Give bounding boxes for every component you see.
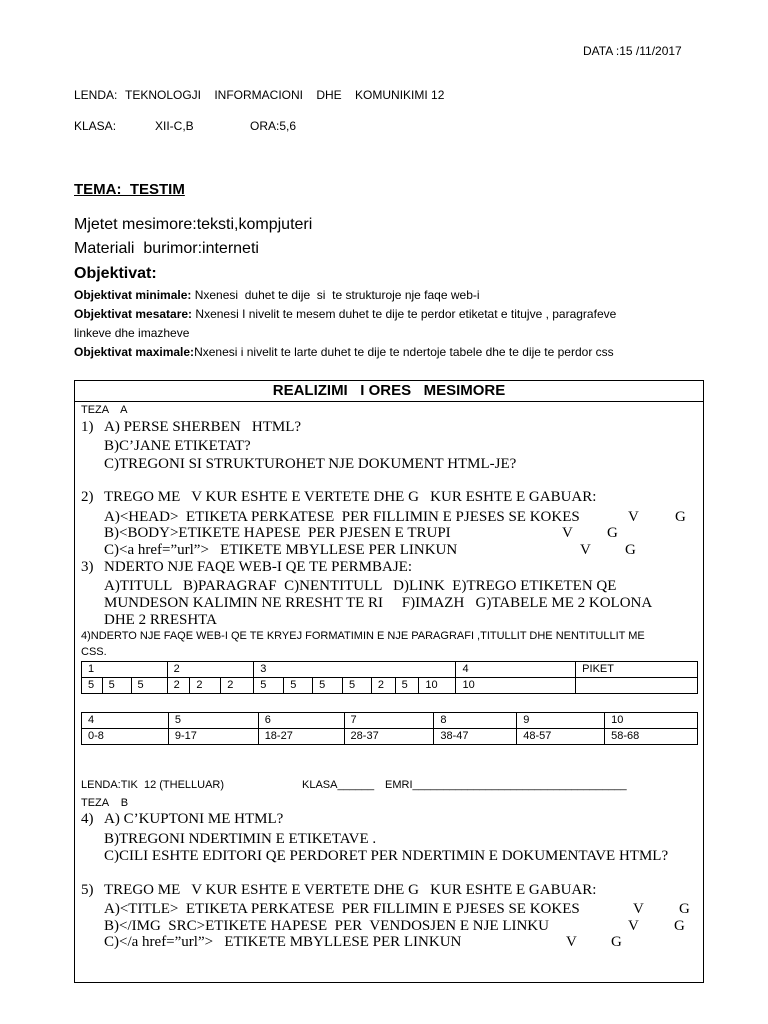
points-header-row — [82, 662, 698, 678]
points-value-cell: 5 — [131, 678, 167, 694]
thesis-a-label: TEZA A — [81, 404, 128, 416]
range-cell: 18-27 — [258, 729, 344, 745]
range-cell: 9-17 — [168, 729, 258, 745]
q4b-number: 4) — [81, 811, 94, 827]
points-header-cell: 3 — [254, 662, 456, 678]
q5-b: B)</IMG SRC>ETIKETE HAPESE PER VENDOSJEN E NJE LINKU — [104, 918, 549, 934]
points-header-cell: 1 — [82, 662, 168, 678]
points-value-cell: 5 — [313, 678, 343, 694]
objective-maximal — [74, 345, 614, 359]
points-value-cell: 10 — [419, 678, 456, 694]
topic-title: TEMA:_TESTIM — [74, 181, 185, 198]
q5-text: TREGO ME V KUR ESHTE E VERTETE DHE G KUR ESHTE E GABUAR: — [104, 882, 597, 898]
objective-medium — [74, 307, 616, 321]
objective-minimal-label: Objektivat minimale: — [74, 288, 192, 302]
thesis-b-label: TEZA B — [81, 797, 129, 809]
points-table — [81, 661, 698, 694]
q1-c: C)TREGONI SI STRUKTUROHET NJE DOKUMENT HTML-JE? — [104, 456, 517, 472]
q2-b-v: V — [562, 525, 573, 541]
objective-minimal-text: Nxenesi duhet te dije si te strukturoje nje faqe web-i — [191, 288, 480, 302]
points-header-cell: 2 — [167, 662, 254, 678]
q1-b: B)C’JANE ETIKETAT? — [104, 438, 251, 454]
range-cell: 28-37 — [344, 729, 434, 745]
points-value-cell: 5 — [343, 678, 372, 694]
q5-c-v: V — [566, 934, 577, 950]
q3-line-3: DHE 2 RRESHTA — [104, 612, 217, 628]
grade-cell: 7 — [344, 713, 434, 729]
range-cell: 48-57 — [517, 729, 605, 745]
q5-a-v: V — [633, 901, 644, 917]
q2-c-g: G — [625, 542, 636, 558]
q5-number: 5) — [81, 882, 94, 898]
q5-c: C)</a href=”url”> ETIKETE MBYLLESE PER LINKUN — [104, 934, 462, 950]
points-value-cell: 2 — [371, 678, 395, 694]
range-row — [82, 729, 698, 745]
q4b-a: A) C’KUPTONI ME HTML? — [104, 811, 284, 827]
grade-cell: 4 — [82, 713, 169, 729]
q2-a-g: G — [675, 509, 686, 525]
points-value-cell: 10 — [456, 678, 576, 694]
q5-a-g: G — [679, 901, 690, 917]
grade-cell: 9 — [517, 713, 605, 729]
grade-cell: 6 — [258, 713, 344, 729]
points-values-row — [82, 678, 698, 694]
subject-label: LENDA: — [74, 88, 118, 102]
q3-line-1: A)TITULL B)PARAGRAF C)NENTITULL D)LINK E)TREGO ETIKETEN QE — [104, 578, 617, 594]
q4b-b: B)TREGONI NDERTIMIN E ETIKETAVE . — [104, 831, 377, 847]
grade-cell: 8 — [434, 713, 517, 729]
q5-b-v: V — [628, 918, 639, 934]
q3-text: NDERTO NJE FAQE WEB-I QE TE PERMBAJE: — [104, 559, 412, 575]
q5-c-g: G — [611, 934, 622, 950]
q5-b-g: G — [674, 918, 685, 934]
q2-a-v: V — [628, 509, 639, 525]
points-value-cell: 5 — [284, 678, 313, 694]
q2-c: C)<a href=”url”> ETIKETE MBYLLESE PER LINKUN — [104, 542, 458, 558]
objectives-heading: Objektivat: — [74, 265, 157, 282]
q4a-line-1: 4)NDERTO NJE FAQE WEB-I QE TE KRYEJ FORMATIMIN E NJE PARAGRAFI ,TITULLIT DHE NENTITULLIT ME — [81, 630, 645, 642]
objective-medium-label: Objektivat mesatare: — [74, 307, 193, 321]
range-cell: 58-68 — [605, 729, 698, 745]
objective-maximal-label: Objektivat maximale: — [74, 345, 195, 359]
points-value-cell: 2 — [167, 678, 190, 694]
grade-row — [82, 713, 698, 729]
q2-text: TREGO ME V KUR ESHTE E VERTETE DHE G KUR ESHTE E GABUAR: — [104, 489, 597, 505]
objective-minimal — [74, 288, 480, 302]
q2-b: B)<BODY>ETIKETE HAPESE PER PJESEN E TRUPI — [104, 525, 451, 541]
class-value: XII-C,B — [155, 119, 194, 133]
q3-number: 3) — [81, 559, 94, 575]
grade-table — [81, 712, 698, 745]
objective-medium-text: Nxenesi I nivelit te mesem duhet te dije te perdor etiketat e titujve , paragrafeve — [192, 307, 617, 321]
q5-a: A)<TITLE> ETIKETA PERKATESE PER FILLIMIN E PJESES SE KOKES — [104, 901, 580, 917]
teaching-means: Mjetet mesimore:teksti,kompjuteri — [74, 216, 313, 233]
range-cell: 0-8 — [82, 729, 169, 745]
q2-number: 2) — [81, 489, 94, 505]
subject-value: TEKNOLOGJI INFORMACIONI DHE KOMUNIKIMI 12 — [125, 88, 445, 102]
q2-a: A)<HEAD> ETIKETA PERKATESE PER FILLIMIN E PJESES SE KOKES — [104, 509, 580, 525]
q2-b-g: G — [607, 525, 618, 541]
q2-c-v: V — [580, 542, 591, 558]
points-value-cell: 2 — [190, 678, 221, 694]
points-header-cell: 4 — [456, 662, 576, 678]
range-cell: 38-47 — [434, 729, 517, 745]
q4a-line-2: CSS. — [81, 646, 107, 658]
q1-number: 1) — [81, 419, 94, 435]
points-value-cell: 5 — [82, 678, 103, 694]
part-b-name-field[interactable]: EMRI___________________________________ — [385, 779, 627, 791]
points-value-cell — [576, 678, 698, 694]
source-materials: Materiali burimor:interneti — [74, 240, 259, 257]
points-value-cell: 5 — [254, 678, 284, 694]
q1-a: A) PERSE SHERBEN HTML? — [104, 419, 302, 435]
grade-cell: 10 — [605, 713, 698, 729]
part-b-class-field[interactable]: KLASA______ — [302, 779, 375, 791]
q4b-c: C)CILI ESHTE EDITORI QE PERDORET PER NDERTIMIN E DOKUMENTAVE HTML? — [104, 848, 669, 864]
grade-cell: 5 — [168, 713, 258, 729]
points-header-cell: PIKET — [576, 662, 698, 678]
hour-value: ORA:5,6 — [250, 119, 297, 133]
date: DATA :15 /11/2017 — [583, 44, 682, 58]
objective-medium-cont: linkeve dhe imazheve — [74, 326, 190, 340]
points-value-cell: 5 — [102, 678, 131, 694]
q3-line-2: MUNDESON KALIMIN NE RRESHT TE RI F)IMAZH G)TABELE ME 2 KOLONA — [104, 595, 653, 611]
part-b-subject: LENDA:TIK 12 (THELLUAR) — [81, 779, 225, 791]
lesson-title: REALIZIMI I ORES MESIMORE — [74, 380, 704, 402]
objective-maximal-text: Nxenesi i nivelit te larte duhet te dije te ndertoje tabele dhe te dije te perdor css — [194, 345, 614, 359]
points-value-cell: 5 — [395, 678, 419, 694]
class-label: KLASA: — [74, 119, 117, 133]
points-value-cell: 2 — [221, 678, 254, 694]
